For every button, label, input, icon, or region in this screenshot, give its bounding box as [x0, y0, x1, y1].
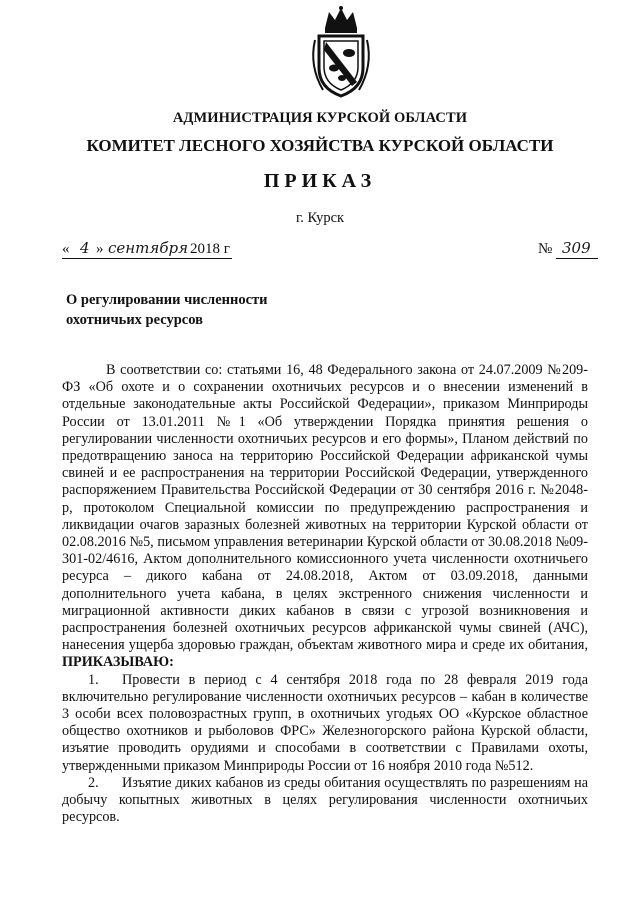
order-body	[62, 362, 588, 826]
preamble-paragraph	[62, 362, 588, 672]
date-quote-open: «	[62, 241, 70, 257]
order-item-1	[62, 672, 588, 775]
order-number	[538, 238, 598, 262]
preamble-text: В соответствии со: статьями 16, 48 Федерального закона от 24.07.2009 №209-ФЗ «Об охоте и о сохранении охотничьих ресурсов и о внесении изменений в отдельные законодательные акты Российской Федерации», приказом Минприроды России от 13.01.2011 №1 «Об утверждении Порядка принятия решения о регулировании численности охотничьих ресурсов и его формы», Планом действий по предотвращению заноса на территорию Российской Федерации африканской чумы свиней и ее распространения на территории Российской Федерации, утвержденного распоряжением Правительства Российской Федерации от 30 сентября 2016 г. №2048-р, протоколом Специальной комиссии по предупреждению распространения и ликвидации очагов заразных болезней животных на территории Курской области от 02.08.2016 №5, письмом управления ветеринарии Курской области от 30.08.2018 №09-301-02/4616, Актом дополнительного комиссионного учета численности охотничьего ресурса – дикого кабана от 24.08.2018, Актом от 03.09.2018, данными дополнительного учета кабана, в целях экстренного снижения численности и миграционной активности диких кабанов в связи с угрозой возникновения и распространения болезней охотничьих ресурсов африканской чумы свиней (АЧС), нанесения ущерба здоровью граждан, объектам животного мира и среде их обитания,	[62, 362, 588, 654]
order-word: ПРИКАЗЫВАЮ:	[62, 654, 174, 671]
order-subject	[66, 290, 366, 330]
subject-line-2: охотничьих ресурсов	[66, 312, 203, 328]
date-quote-close: »	[96, 241, 104, 257]
number-sign: №	[538, 241, 553, 257]
date-underline	[62, 258, 232, 259]
kursk-oblast-coat-of-arms-icon	[305, 6, 377, 98]
date-year: 2018 г	[190, 241, 230, 257]
subject-line-1: О регулировании численности	[66, 292, 268, 308]
committee-title: КОМИТЕТ ЛЕСНОГО ХОЗЯЙСТВА КУРСКОЙ ОБЛАСТИ	[86, 136, 554, 155]
order-item-2	[62, 775, 588, 827]
document-type: ПРИКАЗ	[263, 170, 377, 192]
item-2-number: 2.	[88, 774, 99, 791]
item-1-text: Провести в период с 4 сентября 2018 года по 28 февраля 2019 года включительно регулирование численности охотничьих ресурсов – кабан в количестве 3 особи всех половозрастных групп, в охотничьих угодьях ОО «Курское областное общество охотников и рыболовов ФРС» Железногорского района Курской области, изъятие проводить орудиями и способами в соответствии с Правилами охоты, утвержденными приказом Минприроды России от 16 ноября 2010 года №512.	[62, 671, 588, 774]
city: г. Курск	[295, 210, 345, 226]
item-1-number: 1.	[88, 671, 99, 688]
date-day: 4	[80, 239, 90, 257]
date-month: сентября	[108, 239, 189, 257]
order-date	[62, 238, 232, 262]
administration-title: АДМИНИСТРАЦИЯ КУРСКОЙ ОБЛАСТИ	[172, 110, 468, 126]
number-value: 309	[562, 239, 591, 257]
item-2-text: Изъятие диких кабанов из среды обитания осуществлять по разрешениям на добычу копытных животных в целях регулирования численности охотничьих ресурсов.	[62, 774, 588, 826]
number-underline	[556, 258, 598, 259]
